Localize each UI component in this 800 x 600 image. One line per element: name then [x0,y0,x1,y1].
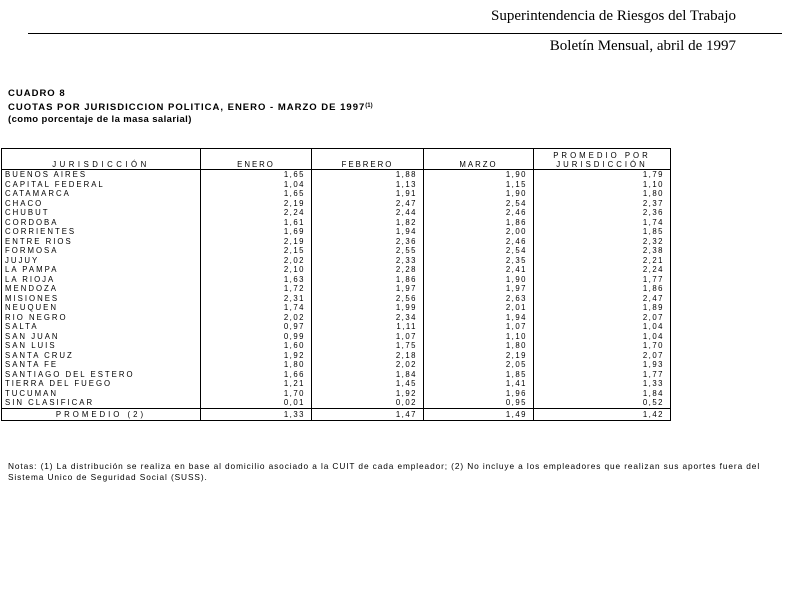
jurisdiction-cell: ENTRE RIOS [2,237,201,247]
table-row [2,246,671,256]
promedio-cell: 2,47 [534,294,671,304]
caption-subtitle: (como porcentaje de la masa salarial) [8,114,192,125]
jurisdiction-cell: SAN JUAN [2,332,201,342]
table-row [2,237,671,247]
febrero-cell: 2,55 [312,246,424,256]
table-row [2,170,671,180]
marzo-cell: 2,05 [424,360,534,370]
enero-cell: 1,74 [201,303,312,313]
enero-cell: 1,69 [201,227,312,237]
promedio-cell: 1,85 [534,227,671,237]
jurisdiction-cell: TIERRA DEL FUEGO [2,379,201,389]
jurisdiction-cell: SIN CLASIFICAR [2,398,201,408]
marzo-cell: 1,94 [424,313,534,323]
table-body [2,170,671,421]
enero-cell: 2,15 [201,246,312,256]
jurisdiction-cell: SANTA CRUZ [2,351,201,361]
promedio-cell: 1,04 [534,322,671,332]
promedio-cell: 1,84 [534,389,671,399]
enero-cell: 1,61 [201,218,312,228]
marzo-cell: 2,01 [424,303,534,313]
table-row [2,303,671,313]
table-row [2,313,671,323]
jurisdiction-cell: JUJUY [2,256,201,266]
enero-cell: 1,92 [201,351,312,361]
table-row [2,322,671,332]
marzo-cell: 2,19 [424,351,534,361]
febrero-cell: 1,94 [312,227,424,237]
promedio-cell: 1,10 [534,180,671,190]
febrero-cell: 2,02 [312,360,424,370]
table-header-row [2,149,671,170]
marzo-cell: 2,46 [424,237,534,247]
jurisdiction-cell: LA RIOJA [2,275,201,285]
promedio-cell: 1,74 [534,218,671,228]
febrero-cell: 1,13 [312,180,424,190]
jurisdiction-cell: BUENOS AIRES [2,170,201,180]
marzo-cell: 1,80 [424,341,534,351]
marzo-cell: 1,85 [424,370,534,380]
febrero-cell: 1,91 [312,189,424,199]
column-header-promedio-line1: PROMEDIO POR [553,151,651,160]
marzo-cell: 1,49 [424,408,534,420]
promedio-cell: 0,52 [534,398,671,408]
enero-cell: 0,99 [201,332,312,342]
enero-cell: 1,65 [201,189,312,199]
table-total-row [2,408,671,420]
enero-cell: 2,31 [201,294,312,304]
promedio-cell: 2,38 [534,246,671,256]
marzo-cell: 2,41 [424,265,534,275]
promedio-cell: 1,04 [534,332,671,342]
febrero-cell: 1,75 [312,341,424,351]
promedio-cell: 2,07 [534,313,671,323]
jurisdiction-cell: CATAMARCA [2,189,201,199]
jurisdiction-cell: SALTA [2,322,201,332]
marzo-cell: 1,90 [424,189,534,199]
caption-title-line [8,100,373,114]
promedio-cell: 2,32 [534,237,671,247]
marzo-cell: 1,96 [424,389,534,399]
marzo-cell: 2,54 [424,199,534,209]
febrero-cell: 1,47 [312,408,424,420]
enero-cell: 2,10 [201,265,312,275]
jurisdiction-cell: CORRIENTES [2,227,201,237]
enero-cell: 1,33 [201,408,312,420]
jurisdiction-cell: CORDOBA [2,218,201,228]
enero-cell: 2,02 [201,313,312,323]
marzo-cell: 0,95 [424,398,534,408]
promedio-cell: 1,77 [534,275,671,285]
promedio-cell: 1,89 [534,303,671,313]
marzo-cell: 1,86 [424,218,534,228]
column-header-enero: ENERO [201,149,312,170]
table-row [2,256,671,266]
promedio-cell: 1,70 [534,341,671,351]
table-row [2,275,671,285]
table-row [2,208,671,218]
table-row [2,294,671,304]
febrero-cell: 1,99 [312,303,424,313]
column-header-promedio-line2: JURISDICCIÓN [556,160,648,169]
jurisdiction-cell: SANTIAGO DEL ESTERO [2,370,201,380]
febrero-cell: 2,28 [312,265,424,275]
promedio-cell: 1,93 [534,360,671,370]
jurisdiction-cell: CAPITAL FEDERAL [2,180,201,190]
table-row [2,341,671,351]
enero-cell: 1,80 [201,360,312,370]
enero-cell: 1,60 [201,341,312,351]
jurisdiction-cell: SANTA FE [2,360,201,370]
table-row [2,199,671,209]
promedio-cell: 2,24 [534,265,671,275]
enero-cell: 1,21 [201,379,312,389]
table-row [2,227,671,237]
enero-cell: 1,66 [201,370,312,380]
promedio-cell: 1,77 [534,370,671,380]
table-row [2,189,671,199]
febrero-cell: 2,36 [312,237,424,247]
marzo-cell: 2,54 [424,246,534,256]
header-divider [28,33,782,34]
febrero-cell: 1,86 [312,275,424,285]
enero-cell: 1,63 [201,275,312,285]
column-header-promedio [534,149,671,170]
promedio-cell: 2,36 [534,208,671,218]
marzo-cell: 2,46 [424,208,534,218]
febrero-cell: 2,47 [312,199,424,209]
table-row [2,351,671,361]
footnotes: Notas: (1) La distribución se realiza en base al domicilio asociado a la CUIT de cada empleador; (2) No incluye a los empleadores que realizan sus aportes fuera del Sistema Unico de Seguridad Social (SUSS). [8,461,761,482]
promedio-cell: 1,33 [534,379,671,389]
marzo-cell: 1,97 [424,284,534,294]
marzo-cell: 2,35 [424,256,534,266]
marzo-cell: 1,15 [424,180,534,190]
header-org-title: Superintendencia de Riesgos del Trabajo [491,8,736,24]
promedio-cell: 1,42 [534,408,671,420]
jurisdiction-cell: PROMEDIO (2) [2,408,201,420]
jurisdiction-cell: SAN LUIS [2,341,201,351]
jurisdiction-cell: CHUBUT [2,208,201,218]
caption-title-note: (1) [365,103,373,109]
enero-cell: 2,19 [201,237,312,247]
febrero-cell: 1,07 [312,332,424,342]
column-header-febrero: FEBRERO [312,149,424,170]
column-header-jurisdiccion: JURISDICCIÓN [2,149,201,170]
enero-cell: 2,19 [201,199,312,209]
table-row [2,389,671,399]
febrero-cell: 1,11 [312,322,424,332]
table-row [2,265,671,275]
marzo-cell: 1,41 [424,379,534,389]
table-row [2,180,671,190]
enero-cell: 0,97 [201,322,312,332]
marzo-cell: 2,00 [424,227,534,237]
jurisdiction-cell: MISIONES [2,294,201,304]
jurisdiction-cell: RIO NEGRO [2,313,201,323]
enero-cell: 1,70 [201,389,312,399]
febrero-cell: 1,84 [312,370,424,380]
header-bulletin: Boletín Mensual, abril de 1997 [549,38,736,54]
febrero-cell: 1,92 [312,389,424,399]
jurisdiction-cell: TUCUMAN [2,389,201,399]
marzo-cell: 1,90 [424,170,534,180]
febrero-cell: 0,02 [312,398,424,408]
jurisdiction-cell: CHACO [2,199,201,209]
promedio-cell: 1,79 [534,170,671,180]
caption-number: CUADRO 8 [8,88,66,99]
enero-cell: 0,01 [201,398,312,408]
promedio-cell: 2,21 [534,256,671,266]
febrero-cell: 2,18 [312,351,424,361]
marzo-cell: 2,63 [424,294,534,304]
table-row [2,379,671,389]
jurisdiction-cell: LA PAMPA [2,265,201,275]
febrero-cell: 1,88 [312,170,424,180]
febrero-cell: 2,56 [312,294,424,304]
jurisdiction-cell: NEUQUEN [2,303,201,313]
table-row [2,218,671,228]
enero-cell: 2,02 [201,256,312,266]
jurisdiction-cell: MENDOZA [2,284,201,294]
marzo-cell: 1,90 [424,275,534,285]
table-row [2,284,671,294]
quotas-table [1,148,671,421]
enero-cell: 2,24 [201,208,312,218]
febrero-cell: 2,34 [312,313,424,323]
marzo-cell: 1,07 [424,322,534,332]
table-caption [8,88,373,126]
table-row [2,398,671,408]
promedio-cell: 1,80 [534,189,671,199]
febrero-cell: 1,97 [312,284,424,294]
table-row [2,360,671,370]
promedio-cell: 1,86 [534,284,671,294]
febrero-cell: 2,44 [312,208,424,218]
table-row [2,370,671,380]
promedio-cell: 2,07 [534,351,671,361]
table-row [2,332,671,342]
febrero-cell: 2,33 [312,256,424,266]
marzo-cell: 1,10 [424,332,534,342]
jurisdiction-cell: FORMOSA [2,246,201,256]
febrero-cell: 1,82 [312,218,424,228]
enero-cell: 1,65 [201,170,312,180]
enero-cell: 1,04 [201,180,312,190]
promedio-cell: 2,37 [534,199,671,209]
caption-title: CUOTAS POR JURISDICCION POLITICA, ENERO - MARZO DE 1997 [8,102,366,113]
column-header-marzo: MARZO [424,149,534,170]
febrero-cell: 1,45 [312,379,424,389]
enero-cell: 1,72 [201,284,312,294]
